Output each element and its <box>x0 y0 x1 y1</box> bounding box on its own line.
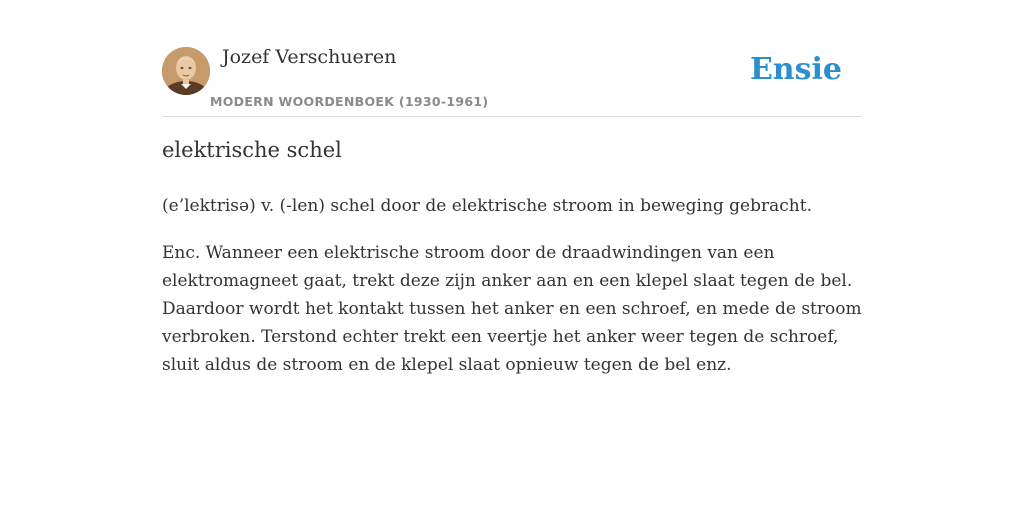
source-label: MODERN WOORDENBOEK (1930-1961) <box>210 94 489 109</box>
author-avatar[interactable] <box>162 47 210 95</box>
entry-encyclopedia-text: Enc. Wanneer een elektrische stroom door de draadwindingen van een elektromagneet gaat, trekt deze zijn anker aan en een klepel slaat tegen de bel. Daardoor wordt het kontakt tussen het anker en een schroef, en mede de stroom verbroken. Terstond echter trekt een veertje het anker weer tegen de schroef, sluit aldus de stroom en de klepel slaat opnieuw tegen de bel enz. <box>162 243 862 375</box>
entry-title: elektrische schel <box>162 138 342 162</box>
ensie-logo[interactable]: Ensie <box>749 52 842 87</box>
header <box>162 44 862 117</box>
author-portrait-icon <box>162 47 210 95</box>
entry-definition: (e’lektrisə) v. (-len) schel door de elektrische stroom in beweging gebracht. <box>162 196 812 216</box>
author-name[interactable]: Jozef Verschueren <box>222 46 397 68</box>
